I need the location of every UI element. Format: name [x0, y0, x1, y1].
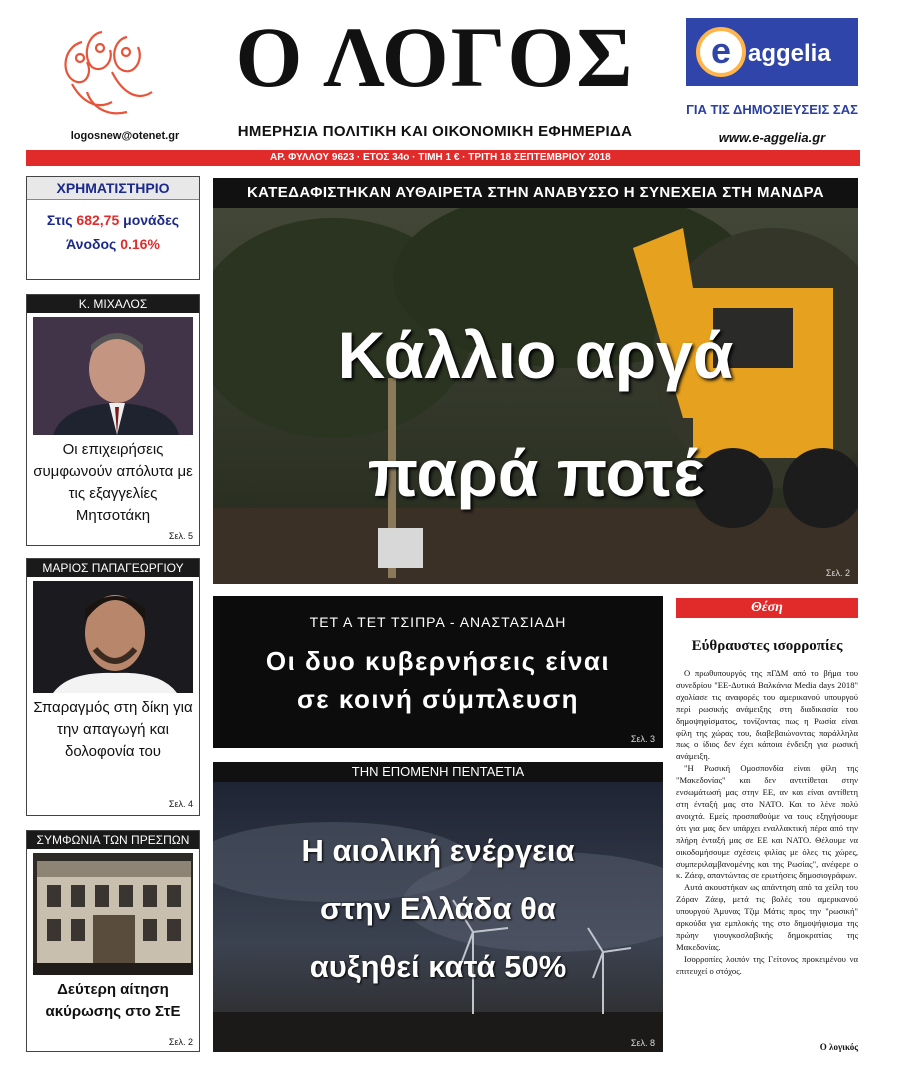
lead-story-banner: ΚΑΤΕΔΑΦΙΣΤΗΚΑΝ ΑΥΘΑΙΡΕΤΑ ΣΤΗΝ ΑΝΑΒΥΣΣΟ Η ΣΥΝΕΧΕΙΑ ΣΤΗ ΜΑΝΔΡΑ [213, 178, 858, 208]
e-aggelia-logo-icon: e [696, 27, 746, 77]
opinion-paragraph: Αυτά ακουστήκαν ως απάντηση από τα χείλη του Ζόραν Ζάεφ, μετά τις βολές του αμερικανού υπουργού Άμυνας Τζιμ Μάτις προς την "ρωσική" αρκούδα για εμπλοκής της στο δημοψήφισμα της πρώην γιουγκοσλαβικής δημοκρατίας της Μακεδονίας. [676, 882, 858, 952]
lead-story-photo[interactable] [213, 208, 858, 584]
page-reference: Σελ. 3 [630, 734, 655, 744]
opinion-paragraph: Ο πρωθυπουργός της πΓΔΜ από το βήμα του συνεδρίου "ΕΕ-Δυτικά Βαλκάνια Media days 2018" σχολίασε τις αναφορές του αμερικανού υπουργού περί ρωσικής ανάμειξης στη διαδικασία του δημοψηφίσματος, τονίζοντας πως η Ρωσία είναι φίλη της χώρας του, διαβεβαιώνοντας παράλληλα πως ο ίδιος δεν έχει κάποια ένδειξη για ρωσική ανάμειξη. [676, 668, 858, 762]
sidebar-story-michalos[interactable] [26, 294, 200, 546]
tet-kicker: ΤΕΤ Α ΤΕΤ ΤΣΙΠΡΑ - ΑΝΑΣΤΑΣΙΑΔΗ [309, 614, 567, 630]
e-aggelia-ad-banner[interactable] [686, 18, 858, 86]
newspaper-subtitle: ΗΜΕΡΗΣΙΑ ΠΟΛΙΤΙΚΗ ΚΑΙ ΟΙΚΟΝΟΜΙΚΗ ΕΦΗΜΕΡΙΔΑ [237, 123, 633, 140]
sidebar-story-text: Δεύτερη αίτηση ακύρωσης στο ΣτΕ [45, 981, 181, 1020]
stock-market-box [26, 176, 200, 280]
page-reference: Σελ. 4 [168, 799, 193, 809]
stock-index-line [27, 212, 199, 228]
stock-change-prefix: Άνοδος [66, 236, 117, 252]
tet-headline [213, 642, 663, 718]
opinion-title: Εύθραυστες ισορροπίες [691, 638, 843, 654]
e-aggelia-brand: aggelia [748, 40, 831, 67]
opinion-paragraph: "Η Ρωσική Ομοσπονδία είναι φίλη της "Μακεδονίας" και δεν αντιτίθεται στην ενσωμάτωσή μας στην ΕΕ, αν και είναι αντίθετη στη ένταξή μας στο ΝΑΤΟ. Και το λένε πολύ ανοιχτά. Εμείς προσπαθούμε να τους εξηγήσουμε ότι για μας δεν υπάρχει εναλλακτική πέρα από την πλήρη ένταξή μας σε ΕΕ και ΝΑΤΟ. Θέλουμε να οικοδομήσουμε σχέσεις φιλίας με όλες τις χώρες, συμπεριλαμβανομένης και της Ρωσίας", ανέφερε ο κ. Ζάεφ, απαντώντας σε ερωτήσεις δημοσιογράφων. [676, 763, 858, 881]
papageorgiou-photo [33, 581, 193, 693]
wind-headline-line3: αυξηθεί κατά 50% [309, 949, 567, 984]
page-reference: Σελ. 2 [168, 1037, 193, 1047]
sidebar-story-text: Οι επιχειρήσεις συμφωνούν απόλυτα με τις εξαγγελίες Μητσοτάκη [33, 441, 193, 524]
stock-index-prefix: Στις [46, 212, 73, 228]
wind-story-kicker: ΤΗΝ ΕΠΟΜΕΝΗ ΠΕΝΤΑΕΤΙΑ [213, 762, 663, 782]
lead-headline-line2: παρά ποτέ [367, 436, 704, 510]
wind-energy-story[interactable] [213, 782, 663, 1052]
stock-change-value: 0.16% [120, 236, 160, 252]
stock-index-suffix: μονάδες [123, 212, 180, 228]
sidebar-story-text: Σπαραγμός στη δίκη για την απαγωγή και δολοφονία του [33, 699, 193, 760]
opinion-paragraph: Ισορροπίες λοιπόν της Γείτονος προκειμένου να επιτευχεί ο στόχος. [676, 953, 858, 976]
opinion-heading: Θέση [676, 598, 858, 618]
wind-headline-line1: Η αιολική ενέργεια [301, 833, 575, 868]
tet-headline-line1: Οι δυο κυβερνήσεις είναι [265, 646, 611, 676]
ad-url-link[interactable]: www.e-aggelia.gr [718, 130, 826, 145]
michalos-photo [33, 317, 193, 435]
ad-tagline: ΓΙΑ ΤΙΣ ΔΗΜΟΣΙΕΥΣΕΙΣ ΣΑΣ [686, 102, 858, 117]
page-reference: Σελ. 8 [630, 1038, 655, 1048]
council-of-state-building-photo [33, 853, 193, 975]
tet-headline-line2: σε κοινή σύμπλευση [296, 684, 580, 714]
wind-headline [213, 822, 663, 996]
stock-heading: ΧΡΗΜΑΤΙΣΤΗΡΙΟ [27, 177, 199, 200]
page-reference: Σελ. 2 [825, 568, 850, 578]
masthead-email: logosnew@otenet.gr [70, 130, 180, 142]
lead-headline [213, 296, 858, 532]
opinion-body [676, 668, 858, 978]
page-reference: Σελ. 5 [168, 531, 193, 541]
sidebar-story-prespes[interactable] [26, 830, 200, 1052]
tet-a-tet-story[interactable] [213, 596, 663, 748]
newspaper-emblem-logo [52, 22, 162, 122]
sidebar-story-papageorgiou[interactable] [26, 558, 200, 816]
wind-headline-line2: στην Ελλάδα θα [320, 891, 556, 926]
stock-index-value: 682,75 [76, 212, 120, 228]
stock-change-line [27, 236, 199, 252]
opinion-signature: Ο λογικός [819, 1042, 858, 1052]
sidebar-story-heading: ΜΑΡΙΟΣ ΠΑΠΑΓΕΩΡΓΙΟΥ [27, 559, 199, 577]
issue-details: ΑΡ. ΦΥΛΛΟΥ 9623 · ΕΤΟΣ 34ο · ΤΙΜΗ 1 € · ΤΡΙΤΗ 18 ΣΕΠΤΕΜΒΡΙΟΥ 2018 [270, 152, 611, 163]
newspaper-title: Ο ΛΟΓΟΣ [235, 9, 635, 105]
lead-headline-line1: Κάλλιο αργά [337, 318, 734, 392]
sidebar-story-heading: Κ. ΜΙΧΑΛΟΣ [27, 295, 199, 313]
sidebar-story-heading: ΣΥΜΦΩΝΙΑ ΤΩΝ ΠΡΕΣΠΩΝ [27, 831, 199, 849]
